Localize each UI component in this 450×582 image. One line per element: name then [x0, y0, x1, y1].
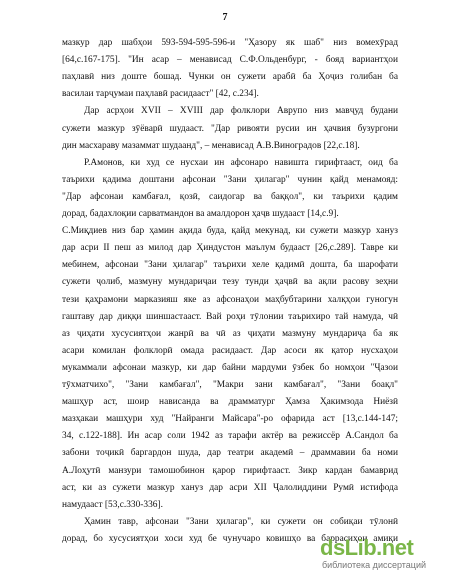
text-line: аз ҷиҳати хусусиятҳои жанрӣ ва чӣ аз ҷиҳати мазмуну мундариҷа ба як	[62, 328, 398, 339]
text-line: сужети мазкур зӯёварӣ шудааст. "Дар ривояти русии ин ҳачвия бузургони	[62, 123, 398, 134]
text-line: тӯхматчихо", "Зани камбағал", "Макри зани камбағал", "Зани боақл"	[62, 380, 398, 390]
text-line: забони тоҷикӣ баргардон шуда, дар театри академӣ – драммавии ба номи	[62, 448, 398, 459]
text-line: аст, ки аз сужети мазкур хануз дар асри XII Ҷалолиддини Румӣ истифода	[62, 482, 398, 493]
text-line: намудааст [53,с.330-336].	[62, 499, 163, 510]
text-line: тези қаҳрамони марказияш яке аз афсонаҳои маҳбубтарини халқҳои гуногун	[62, 294, 398, 305]
text-line: А.Лоҳутӣ манзури тамошобинон қарор гирифтааст. Зикр кардан бамаврид	[62, 465, 398, 476]
text-line: 34, с.122-188]. Ин асар соли 1942 аз тарафи актёр ва режиссёр А.Сандол ба	[62, 431, 398, 442]
text-line: мазкур дар шабҳои 593-594-595-596-и "Ҳазору як шаб" низ вомехӯрад	[62, 38, 398, 48]
text-line: василаи тарҷумаи паҳлавӣ расидааст" [42, с.234].	[62, 89, 259, 100]
text-line: мукаммали афсонаи мазкур, ки дар байни мардуми ӯзбек бо номҳои "Ҷазои	[62, 362, 398, 373]
text-line: машҳур аст, шоир нависанда ва драмматург Ҳамза Ҳакимзода Ниёзӣ	[62, 397, 398, 408]
watermark	[320, 534, 440, 574]
text-line: "Дар афсонаи камбағал, қозӣ, саидогар ва баққол", ки таърихи қадим	[62, 191, 398, 202]
watermark-logo: dsLib.net	[320, 535, 414, 560]
text-line: таърихи қадима доштани афсонаи "Зани ҳилагар" чунин қайд менамояд:	[62, 174, 398, 185]
text-line: мазҳакаи машҳури худ "Найранги Майсара"-ро офарида аст [13,с.144-147;	[62, 414, 398, 425]
text-line: мебинем, афсонаи "Зани ҳилагар" таърихи хеле қадимӣ дошта, ба шарофати	[62, 260, 398, 271]
text-line: паҳлавӣ низ доште бошад. Чунки он сужети арабӣ ба Ҳоҷиз голибан ба	[62, 72, 398, 83]
text-line: дорад, бадахлоқии сарватмандон ва амалдорон ҳаҷв шудааст [14,с.9].	[62, 209, 339, 219]
text-line: асари комилан фолклорӣ омада расидааст. Дар асоси як қатор нусхаҳои	[62, 345, 398, 356]
text-line: Ҳамин тавр, афсонаи "Зани ҳилагар", ки сужети он собиқаи тӯлонӣ	[84, 516, 398, 527]
text-line: сужети ҷолиб, мазмуну мундариҷаи тезу тунди ҳаҷвӣ ва ақли расову зеҳни	[62, 277, 398, 288]
text-line: дар асри II пеш аз милод дар Ҳиндустон маълум будааст [26,с.289]. Тавре ки	[62, 243, 398, 254]
text-line: дин масхараву мазаммат шудаанд", – менависад А.В.Виноградов [22,с.18].	[62, 140, 360, 151]
text-line: С.Миқдиев низ бар ҳамин ақида буда, қайд мекунад, ки сужети мазкур хануз	[62, 226, 398, 237]
text-line: дорад, бо хусусиятҳои хоси худ бе чунучаро ковишҳо ва баррасиҳои амиқи	[62, 533, 398, 544]
text-line: [64,с.167-175]. "Ин асар – менависад С.Ф.Ольденбург, - бояд вариантҳои	[62, 55, 398, 66]
page-number: 7	[222, 12, 228, 23]
text-line: Дар асрҳои XVII – XVIII дар фолклори Аврупо низ мавҷуд будани	[84, 106, 398, 117]
watermark-subtitle: библиотека диссертаций	[322, 560, 427, 570]
text-line: гаштаву дар диққи шиншастааст. Вай роҳи тӯлонии таърихиро тай намуда, чӣ	[62, 311, 398, 322]
text-line: Р.Амонов, ки худ се нусхаи ин афсонаро навишта гирифтааст, оид ба	[84, 157, 398, 168]
